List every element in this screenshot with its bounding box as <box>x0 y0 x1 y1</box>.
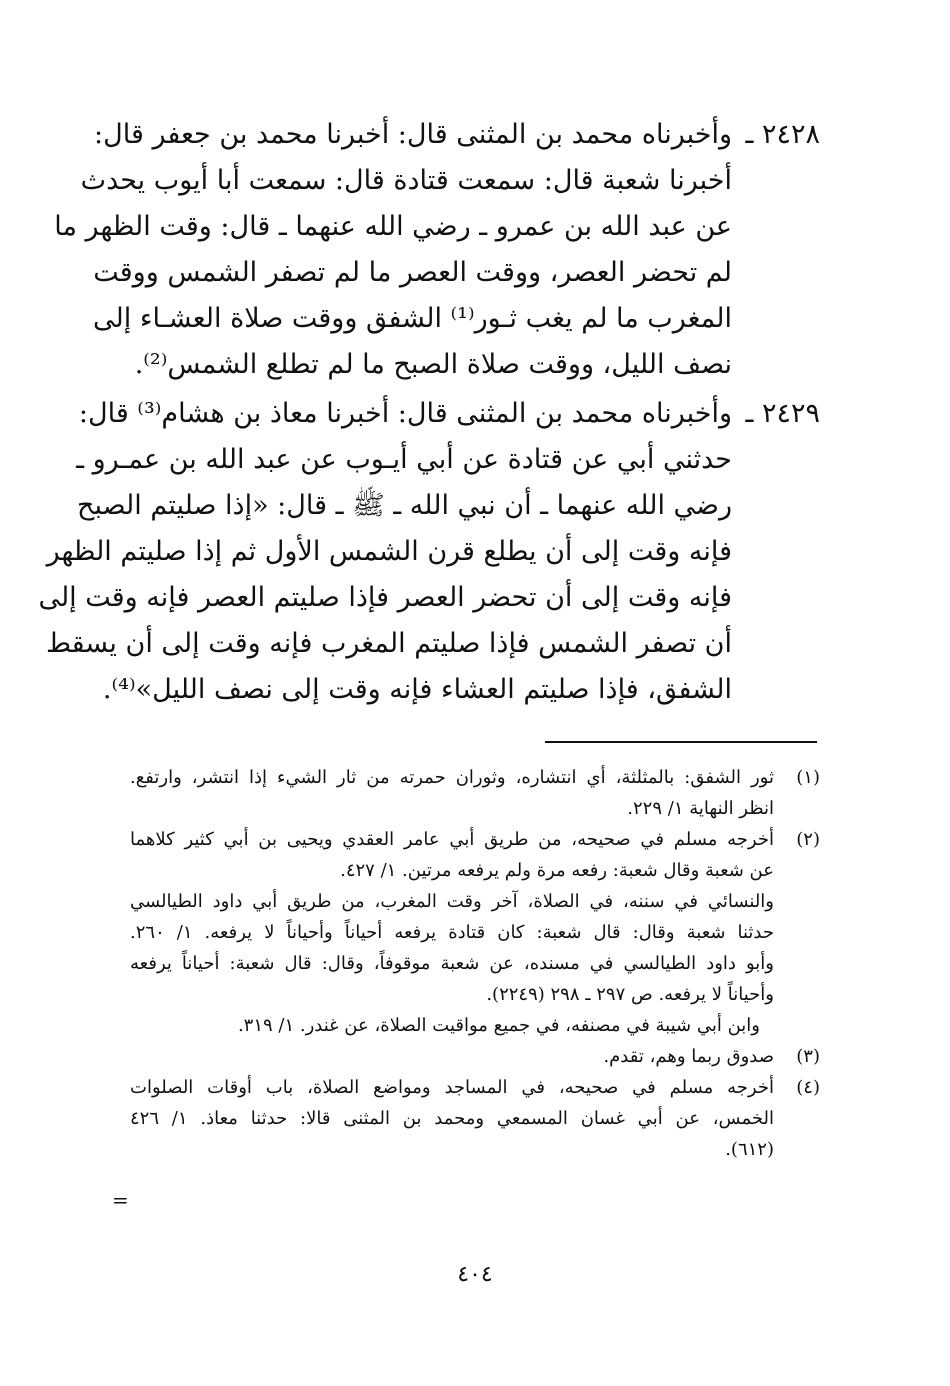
footnote-2 <box>130 824 820 1041</box>
footnote-line: (٦١٢). <box>725 1139 774 1160</box>
text-line: فإنه وقت إلى أن تحضر العصر فإذا صليتم العصر فإنه وقت إلى <box>38 582 732 613</box>
text-line: الشفق، فإذا صليتم العشاء فإنه وقت إلى نصف الليل»⁽⁴⁾. <box>102 674 732 705</box>
footnote-line: ثور الشفق: بالمثلثة، أي انتشاره، وثوران حمرته من ثار الشيء إذا انتشر، وارتفع. <box>130 767 774 788</box>
footnote-4 <box>130 1072 820 1165</box>
hadith-2429 <box>38 391 820 713</box>
hadith-2428 <box>54 112 820 388</box>
footnote-line: وأحياناً لا يرفعه. ص ٢٩٧ ـ ٢٩٨ (٢٢٤٩). <box>486 984 774 1005</box>
footnote-line: والنسائي في سننه، في الصلاة، آخر وقت المغرب، من طريق أبي داود الطيالسي <box>130 891 774 912</box>
text-line: المغرب ما لم يغب ثـور⁽¹⁾ الشفق ووقت صلاة العشـاء إلى <box>93 303 732 334</box>
footnote-line: أخرجه مسلم في صحيحه، من طريق أبي عامر العقدي ويحيى بن أبي كثير كلاهما <box>130 829 774 850</box>
text-line: فإنه وقت إلى أن يطلع قرن الشمس الأول ثم إذا صليتم الظهر <box>46 536 732 567</box>
footnote-line: حدثنا شعبة وقال: قال شعبة: كان قتادة يرفعه أحياناً وأحياناً لا يرفعه. ١/ ٢٦٠. <box>130 922 774 943</box>
footnotes <box>130 762 820 1165</box>
footnote-line: الخمس، عن أبي غسان المسمعي ومحمد بن المثنى قالا: حدثنا معاذ. ١/ ٤٢٦ <box>130 1108 775 1129</box>
footnote-line: صدوق ربما وهم، تقدم. <box>603 1046 774 1067</box>
hadith-text <box>38 391 732 713</box>
hadith-text <box>54 112 732 388</box>
page-number: ٤٠٤ <box>457 1262 493 1287</box>
text-line: وأخبرناه محمد بن المثنى قال: أخبرنا معاذ بن هشام⁽³⁾ قال: <box>78 398 732 429</box>
footnote-separator <box>545 741 817 743</box>
text-line: رضي الله عنهما ـ أن نبي الله ـ ﷺ ـ قال: «إذا صليتم الصبح <box>77 490 732 521</box>
continuation-mark: = <box>112 1188 129 1212</box>
footnote-line: وابن أبي شيبة في مصنفه، في جميع مواقيت الصلاة، عن غندر. ١/ ٣١٩. <box>237 1015 760 1036</box>
text-line: لم تحضر العصر، ووقت العصر ما لم تصفر الشمس ووقت <box>93 257 732 288</box>
footnote-line: أخرجه مسلم في صحيحه، في المساجد ومواضع الصلاة، باب أوقات الصلوات <box>130 1077 774 1098</box>
footnote-line: عن شعبة وقال شعبة: رفعه مرة ولم يرفعه مرتين. ١/ ٤٢٧. <box>340 860 774 881</box>
footnote-1 <box>130 762 820 824</box>
text-line: أخبرنا شعبة قال: سمعت قتادة قال: سمعت أبا أيوب يحدث <box>80 165 732 196</box>
footnote-3 <box>130 1041 820 1072</box>
text-line: نصف الليل، ووقت صلاة الصبح ما لم تطلع الشمس⁽²⁾. <box>134 349 732 380</box>
text-line: وأخبرناه محمد بن المثنى قال: أخبرنا محمد بن جعفر قال: <box>94 119 732 150</box>
text-line: حدثني أبي عن قتادة عن أبي أيـوب عن عبد الله بن عمـرو ـ <box>76 444 732 475</box>
hadith-number: ٢٤٢٨ ـ <box>745 119 820 150</box>
footnote-marker: (٣) <box>796 1046 820 1067</box>
footnote-line: انظر النهاية ١/ ٢٢٩. <box>627 798 774 819</box>
hadith-number: ٢٤٢٩ ـ <box>745 398 820 429</box>
footnote-marker: (١) <box>796 767 820 788</box>
footnote-line: وأبو داود الطيالسي في مسنده، عن شعبة موقوفاً، وقال: قال شعبة: أحياناً يرفعه <box>130 953 774 974</box>
footnote-marker: (٤) <box>796 1077 820 1098</box>
text-line: عن عبد الله بن عمرو ـ رضي الله عنهما ـ قال: وقت الظهر ما <box>54 211 732 242</box>
footnote-marker: (٢) <box>796 829 820 850</box>
text-line: أن تصفر الشمس فإذا صليتم المغرب فإنه وقت إلى أن يسقط <box>46 628 732 659</box>
